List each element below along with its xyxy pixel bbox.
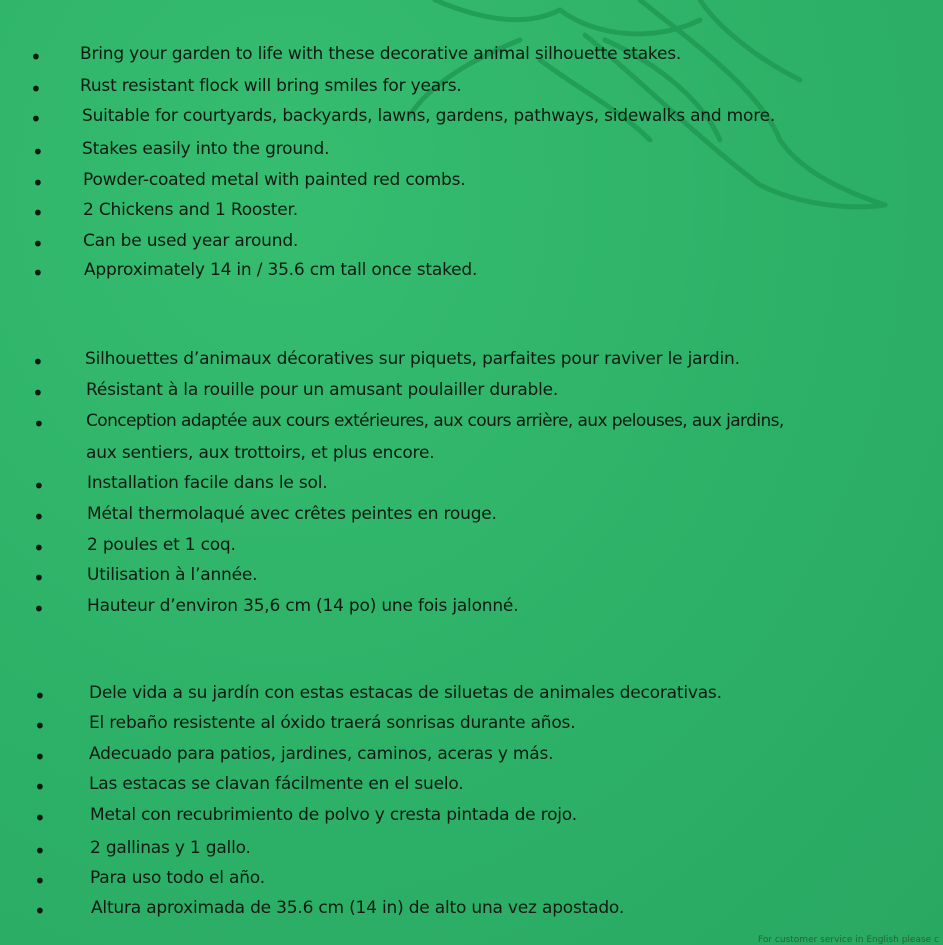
- bullet-icon: •: [33, 597, 45, 621]
- list-item-text: 2 gallinas y 1 gallo.: [90, 838, 251, 858]
- bullet-icon: •: [32, 232, 44, 256]
- list-item-text: Utilisation à l’année.: [87, 565, 258, 585]
- list-item-text: Rust resistant flock will bring smiles for years.: [80, 76, 462, 96]
- list-item-text: Installation facile dans le sol.: [87, 473, 328, 493]
- list-item-text: Powder-coated metal with painted red combs.: [83, 170, 466, 190]
- customer-service-note: For customer service in English please c: [758, 935, 939, 945]
- list-item-text: Conception adaptée aux cours extérieures, aux cours arrière, aux pelouses, aux jardins,: [86, 411, 784, 431]
- list-item-text: Altura aproximada de 35.6 cm (14 in) de alto una vez apostado.: [91, 898, 625, 918]
- bullet-icon: •: [34, 775, 46, 799]
- list-item-text: Bring your garden to life with these decorative animal silhouette stakes.: [80, 44, 682, 64]
- bullet-icon: •: [34, 714, 46, 738]
- list-item-text: aux sentiers, aux trottoirs, et plus encore.: [86, 443, 435, 463]
- list-item-text: Metal con recubrimiento de polvo y cresta pintada de rojo.: [90, 805, 577, 825]
- list-item-text: 2 Chickens and 1 Rooster.: [83, 200, 298, 220]
- bullet-icon: •: [33, 474, 45, 498]
- list-item-text: Suitable for courtyards, backyards, lawns, gardens, pathways, sidewalks and more.: [82, 106, 776, 126]
- bullet-icon: •: [33, 412, 45, 436]
- bullet-icon: •: [30, 45, 42, 69]
- bullet-icon: •: [34, 745, 46, 769]
- bullet-icon: •: [30, 77, 42, 101]
- bullet-icon: •: [34, 839, 46, 863]
- list-item-text: Adecuado para patios, jardines, caminos, aceras y más.: [89, 744, 554, 764]
- list-item-text: Approximately 14 in / 35.6 cm tall once staked.: [84, 260, 478, 280]
- bullet-icon: •: [34, 684, 46, 708]
- list-item-text: Can be used year around.: [83, 231, 299, 251]
- list-item-text: Para uso todo el año.: [90, 868, 265, 888]
- list-item-text: Métal thermolaqué avec crêtes peintes en rouge.: [87, 504, 497, 524]
- list-item-text: Dele vida a su jardín con estas estacas de siluetas de animales decorativas.: [89, 683, 722, 703]
- bullet-icon: •: [32, 350, 44, 374]
- list-item-text: Résistant à la rouille pour un amusant poulailler durable.: [86, 380, 559, 400]
- bullet-icon: •: [34, 869, 46, 893]
- bullet-icon: •: [32, 381, 44, 405]
- bullet-icon: •: [33, 505, 45, 529]
- list-item-text: El rebaño resistente al óxido traerá sonrisas durante años.: [89, 713, 576, 733]
- bullet-icon: •: [30, 107, 42, 131]
- bullet-icon: •: [33, 566, 45, 590]
- bullet-icon: •: [34, 806, 46, 830]
- bullet-icon: •: [34, 899, 46, 923]
- list-item-text: Stakes easily into the ground.: [82, 139, 330, 159]
- bullet-icon: •: [32, 171, 44, 195]
- bullet-icon: •: [32, 261, 44, 285]
- bullet-icon: •: [32, 201, 44, 225]
- bullet-icon: •: [33, 536, 45, 560]
- bullet-icon: •: [32, 140, 44, 164]
- list-item-text: 2 poules et 1 coq.: [87, 535, 236, 555]
- list-item-text: Silhouettes d’animaux décoratives sur piquets, parfaites pour raviver le jardin.: [85, 349, 740, 369]
- list-item-text: Hauteur d’environ 35,6 cm (14 po) une fois jalonné.: [87, 596, 519, 616]
- list-item-text: Las estacas se clavan fácilmente en el suelo.: [89, 774, 464, 794]
